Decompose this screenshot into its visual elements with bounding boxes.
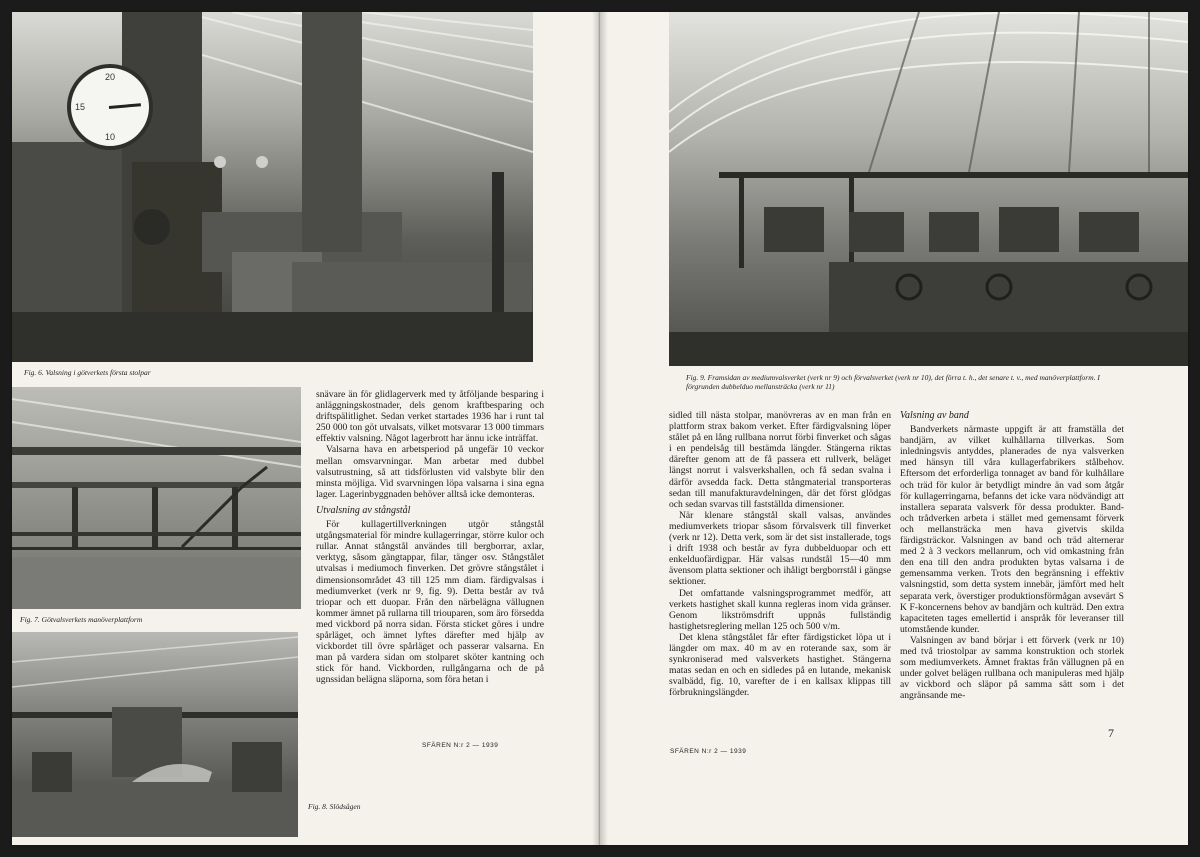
page-number: 7 [1108,726,1114,740]
fig7-photo [12,387,301,609]
fig8-photo [12,632,298,837]
right-col2-paragraph-2: Valsningen av band börjar i ett förverk (verk nr 10) med två triostolpar av samma konstruktion och storlek som mediumverkets. Ämnet fraktas från vällugnen på en under golvet belägen rullbana och manipuleras med hjälp av vickbord och släpor på samma sätt som i det angränsande me- [900,634,1124,702]
right-col1-paragraph-4: Det klena stångstålet får efter färdigsticket löpa ut i längder om max. 40 m av en roterande sax, som är synkroniserad med valsverkets hastighet. Stängerna matas sedan en och en sidledes på en lutande, mekanisk svalbädd, fig. 10, varefter de i en kallsax klippas till förbrukningslängder. [669,631,891,699]
dial-label-20: 20 [105,72,116,82]
left-footer: SFÄREN N:r 2 — 1939 [422,742,499,749]
left-paragraph-1: snävare än för glidlagerverk med ty åtföljande besparing i anläggningskostnader, dels genom kraftbesparing och driftspälitlighet. Sedan verket startades 1936 har i runt tal 250 000 ton göt utvalsats, vilket motsvarar 13 000 timmars effektiv valsning. Något lagerbrott har ännu icke inträffat. [316,389,544,445]
right-col1-paragraph-3: Det omfattande valsningsprogrammet medför, att verkets hastighet skall kunna regleras inom vida gränser. Genom likströmsdrift uppnås fullständig hastighetsreglering mellan 125 och 500 v/m. [669,587,891,632]
fig7-caption: Fig. 7. Götvalsverkets manöverplattform [20,615,143,624]
fig6-caption: Fig. 6. Valsning i götverkets första stolpar [24,368,151,377]
right-col1-paragraph-1: sidled till nästa stolpar, manövreras av en man från en plattform strax bakom verket. Efter färdigvalsning löper stålet på en lång rullbana norrut förbi finverket och sågas i en pendelsåg till bestämda längder. Stängerna riktas därefter genom att de få passera ett rullverk, beläget längst norrut i valsverkshallen, och få sedan svalna i därför avsedda fack. Detta stångmaterial transporteras sedan till manufakturavdelningen, där det först glödgas och sedan svarvas till fastställda dimensioner. [669,410,891,510]
fig9-photo [669,12,1188,366]
fig6-photo [12,12,533,362]
right-page [600,12,1188,845]
gauge-dial [67,64,153,150]
left-paragraph-3: För kullagertillverkningen utgör stångstål utgångsmaterial för mindre kullagerringar, större kulor och rullar. Annat stångstål användes till bergborrar, axlar, verktyg, såsom gängtappar, filar, tänger osv. Stångstålet utvalsas i mediumoch finverken. Det grövre stångstålet i dimensionsområdet 43 till 125 mm diam. färdigvalsas i mediumverket (verk nr 9, fig. 9). Detta består av två triopar och ett duopar. Från den närbelägna vällugnen kommer ämnet på rullarna till triouparen, som äro försedda med vickbord på norra sidan. Första sticket göres i undre spårläget, och ämnet lyftes därefter med hjälp av vickbordet till övre spårläget och passerar valsarna. En man på vardera sidan om stolparet sköter kantning och stick för hand. Vickborden, rullgångarna och de på ugnssidan belägna släporna, som föra hetan i [316,519,544,686]
section-heading-band: Valsning av band [900,410,969,421]
dial-label-10: 10 [105,132,116,142]
left-paragraph-2: Valsarna hava en arbetsperiod på ungefär 10 veckor mellan omsvarvningar. Man arbetar med dubbel valsutrustning, så att tidsförlusten vid valsbyte blir den minsta möjliga. Vid svarvningen löpa valsarna i sina egna lager. Lagerinbyggnaden behöver alltså icke demonteras. [316,444,544,500]
left-text-column [316,389,544,685]
right-footer: SFÄREN N:r 2 — 1939 [670,748,747,755]
right-text-column-2 [900,410,1124,701]
right-col2-paragraph-1: Bandverkets närmaste uppgift är att framställa det bandjärn, av vilket kulhållarna tillverkas. Som inledningsvis antyddes, planerades de nya valsverken med hänsyn till våra kullagerfabrikers stålbehov. Eftersom det erforderliga tonnaget av band för kulhållare och träd för kulor är betydligt mindre än vad som åtgår för kullagerringarna, befanns det icke vara nödvändigt att installera separata valsverk för dessa produkter. Band- och trådverken arbeta i stället med gemensamt förverk och mellansträcka men hava givetvis skilda färdigsträckor. Valsningen av band och träd alternerar med 2 à 3 veckors mellanrum, och vid omkastning från den ena till den andra produkten bytas valsarna i de gemensamma verken. Trots den begränsning i effektiv valsningstid, som detta system innebär, jämfört med helt separata verk, överstiger produktionsförmågan avsevärt S K F-koncernens behov av bandjärn och kulträd. Den extra kapaciteten tages emellertid i anspråk för leveranser till utomstående kunder. [900,424,1124,635]
dial-needle [109,103,141,109]
fig8-caption: Fig. 8. Slödsågen [308,802,361,811]
right-col1-paragraph-2: När klenare stångstål skall valsas, användes mediumverkets triopar såsom förvalsverk till finverket (verk nr 12). Detta verk, som är det sist installerade, togs i drift 1938 och består av fyra dubbelduopar och ett enkelduofärdigpar. Här valsas rundstål 15—40 mm ävensom platta sektioner och ihåligt bergborrstål i gängse sektioner. [669,509,891,588]
section-heading-stangstal: Utvalsning av stångstål [316,504,411,516]
right-text-column-1 [669,410,891,698]
fig9-caption: Fig. 9. Framsidan av mediumvalsverket (verk nr 9) och förvalsverket (verk nr 10), det förra t. h., det senare t. v., med manöverplattform. I förgrunden dubbelduo mellansträcka (verk nr 11) [686,373,1100,391]
left-page [12,12,600,845]
dial-label-15: 15 [75,102,86,112]
